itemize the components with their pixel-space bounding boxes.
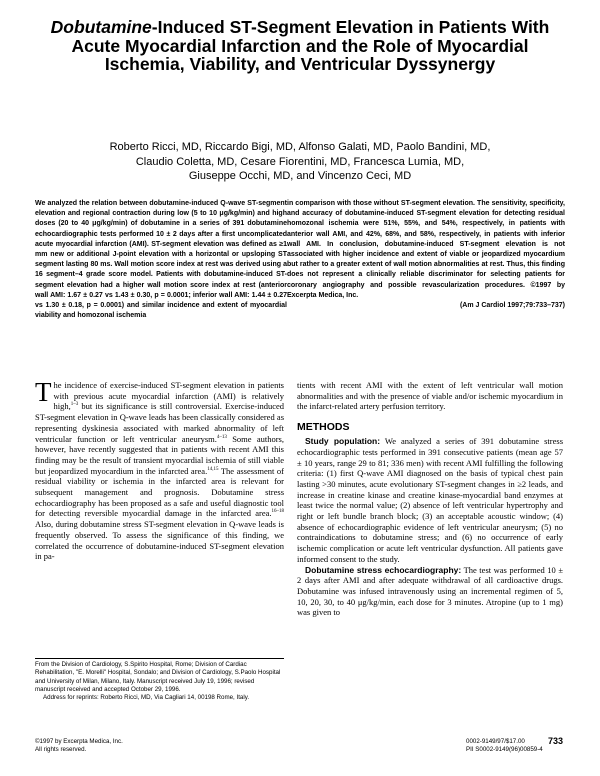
author-list — [50, 140, 550, 184]
page-number: 733 — [548, 736, 564, 746]
study-population-text: We analyzed a series of 391 dobutamine stress echocardiographic tests performed in 391 consecutive patients (mean age 57 ± 10 years, range 29 to 81; 336 men) with recent AMI fulfilling the following criteria: (1) first Q-wave AMI diagnosed on the basis of typical chest pain lasting >30 minutes, acute evolutionary ST-segment changes in ≥2 leads, and increase in creatine kinase and creatine kinase-myocardial band enzymes at least twice the normal value; (2) absence of left ventricular hypertrophy and right or left bundle branch block; (3) an acceptable acoustic window; (4) absence of echocardiographic evidence of left ventricular aneurysm; (5) no contraindications to dobutamine stress; and (6) no occurrence of early ischemic complication or acute left ventricular dysfunction. All patients gave informed consent to the study. — [297, 436, 563, 564]
study-population-heading: Study population: — [305, 436, 381, 447]
affiliation-note: From the Division of Cardiology, S.Spirito Hospital, Rome; Division of Cardiac Rehabilitation, "E. Morelli" Hospital, Sondalo; and Division of Cardiology, S.Paolo Hospital and University of Milan, Milano, Italy. Manuscript received July 19, 1996; revised manuscript received and accepted October 29, 1996. — [35, 661, 281, 693]
title-rest: -Induced ST-Segment Elevation in Patients With Acute Myocardial Infarction and the Role of Myocardial Ischemia, Viability, and Ventricular Dyssynergy — [71, 17, 550, 74]
study-population-paragraph — [297, 436, 563, 564]
title-lead: Dobutamine — [50, 17, 152, 37]
pii-line: PII S0002-9149(96)00859-4 — [466, 746, 543, 754]
footer-copyright — [35, 738, 123, 755]
issn-line: 0002-9149/97/$17.00 — [466, 738, 525, 745]
dse-text: The test was performed 10 ± 2 days after AMI and after adequate withdrawal of all cardioactive drugs. Dobutamine was infused intravenously using an incremental regimen of 5, 10, 20, 30, to 40 μg/kg/min, each dose for 3 minutes. Atropine (up to 1 mg) was given to — [297, 564, 563, 618]
dse-heading: Dobutamine stress echocardiography: — [305, 564, 462, 575]
ref-superscript: 16–18 — [271, 509, 284, 515]
body-column-right — [297, 380, 563, 618]
body-column-left — [35, 377, 284, 562]
intro-text-5: Also, during dobutamine stress ST-segment elevation in Q-wave leads is frequently observed. To assess the significance of this finding, we correlated the occurrence of dobutamine-induced ST-segment elevation in pa- — [35, 519, 284, 562]
author-line: Roberto Ricci, MD, Riccardo Bigi, MD, Alfonso Galati, MD, Paolo Bandini, MD, — [109, 141, 491, 153]
intro-text-2: but its significance is still controversial. Exercise-induced ST-segment elevation in Q-wave leads has been classically considered as representing dyskinesia associated with marked abnormality of left ventricular function or left ventricular aneurysm. — [35, 401, 284, 444]
author-line: Claudio Coletta, MD, Cesare Fiorentini, MD, Francesca Lumia, MD, — [135, 155, 465, 168]
intro-continued: tients with recent AMI with the extent of left ventricular wall motion abnormalities and with the presence of viable and/or ischemic myocardium in the infarct-related artery perfusion territory. — [297, 380, 563, 412]
reprint-address: Address for reprints: Roberto Ricci, MD, Via Cagliari 14, 00198 Rome, Italy. — [43, 694, 250, 702]
ref-superscript: 14,15 — [207, 466, 219, 472]
intro-text-4: The assessment of residual viability or ischemia in the infarcted area is relevant for subsequent management and prognosis. Dobutamine stress echocardiography has been proposed as a safe and useful diagnostic tool for detecting reversible myocardial damage in the infarcted area. — [35, 465, 284, 519]
abstract-right — [287, 199, 565, 311]
ref-superscript: 1–3 — [70, 402, 79, 408]
abstract-right-text: in comparison with those without ST-segment elevation. The sensitivity, specificity, and accuracy of dobutamine-induced ST-segment elevation for detecting residual homozonal ischemia were 51%, 55%, and 54%, respectively, in patients with anterior wall AMI, and 42%, 68%, and 58%, respectively, in patients with inferior wall AMI. In conclusion, dobutamine-induced ST-segment elevation is not associated with higher incidence and extent of viable or jeopardized myocardium but rather to a greater extent of wall motion abnormalities at rest. Thus, this finding does not represent a clinically reliable discriminator for selecting patients for coronary angiography and possible revascularization procedures. ©1997 by Excerpta Medica, Inc. — [287, 200, 565, 299]
intro-text-1: he incidence of exercise-induced ST-segment elevation in patients with previous acute myocardial infarction (AMI) is relatively high, — [53, 380, 284, 412]
methods-heading: METHODS — [297, 421, 350, 434]
footnote-rule — [35, 658, 284, 659]
article-title — [40, 18, 560, 74]
ref-superscript: 4–13 — [216, 434, 227, 440]
journal-citation: (Am J Cardiol 1997;79:733–737) — [459, 302, 565, 310]
copyright-line: ©1997 by Excerpta Medica, Inc. — [35, 738, 123, 745]
intro-text-3: Some authors, however, have recently suggested that in patients with recent AMI this finding may be the result of transient myocardial ischemia of still viable but jeopardized myocardium in the infarcted area. — [35, 433, 284, 476]
intro-paragraph — [35, 377, 284, 562]
author-line: Giuseppe Occhi, MD, and Vincenzo Ceci, MD — [188, 170, 412, 182]
dse-paragraph — [297, 565, 563, 619]
abstract-left: We analyzed the relation between dobutamine-induced Q-wave ST-segment elevation and regional contraction during low (5 to 10 μg/kg/min) and high doses (20 to 40 μg/kg/min) of dobutamine in a series of 391 dobutamine echocardiographic tests performed 10 ± 2 days after a first uncomplicated acute myocardial infarction (AMI). ST-segment elevation was defined as ≥1 mm new or additional J-point elevation with a horizontal or upsloping ST segment lasting 80 ms. Wall motion score index at rest was derived using a 16 segment–4 grade score model. Patients with dobutamine-induced ST-segment elevation had a higher wall motion score index at rest (anterior wall AMI: 1.67 ± 0.27 vs 1.43 ± 0.30, p = 0.0001; inferior wall AMI: 1.44 ± 0.27 vs 1.30 ± 0.18, p = 0.0001) and similar incidence and extent of myocardial viability and homozonal ischemia — [35, 200, 287, 320]
drop-cap: T — [35, 377, 52, 407]
footnotes — [35, 661, 284, 702]
rights-line: All rights reserved. — [35, 746, 87, 754]
